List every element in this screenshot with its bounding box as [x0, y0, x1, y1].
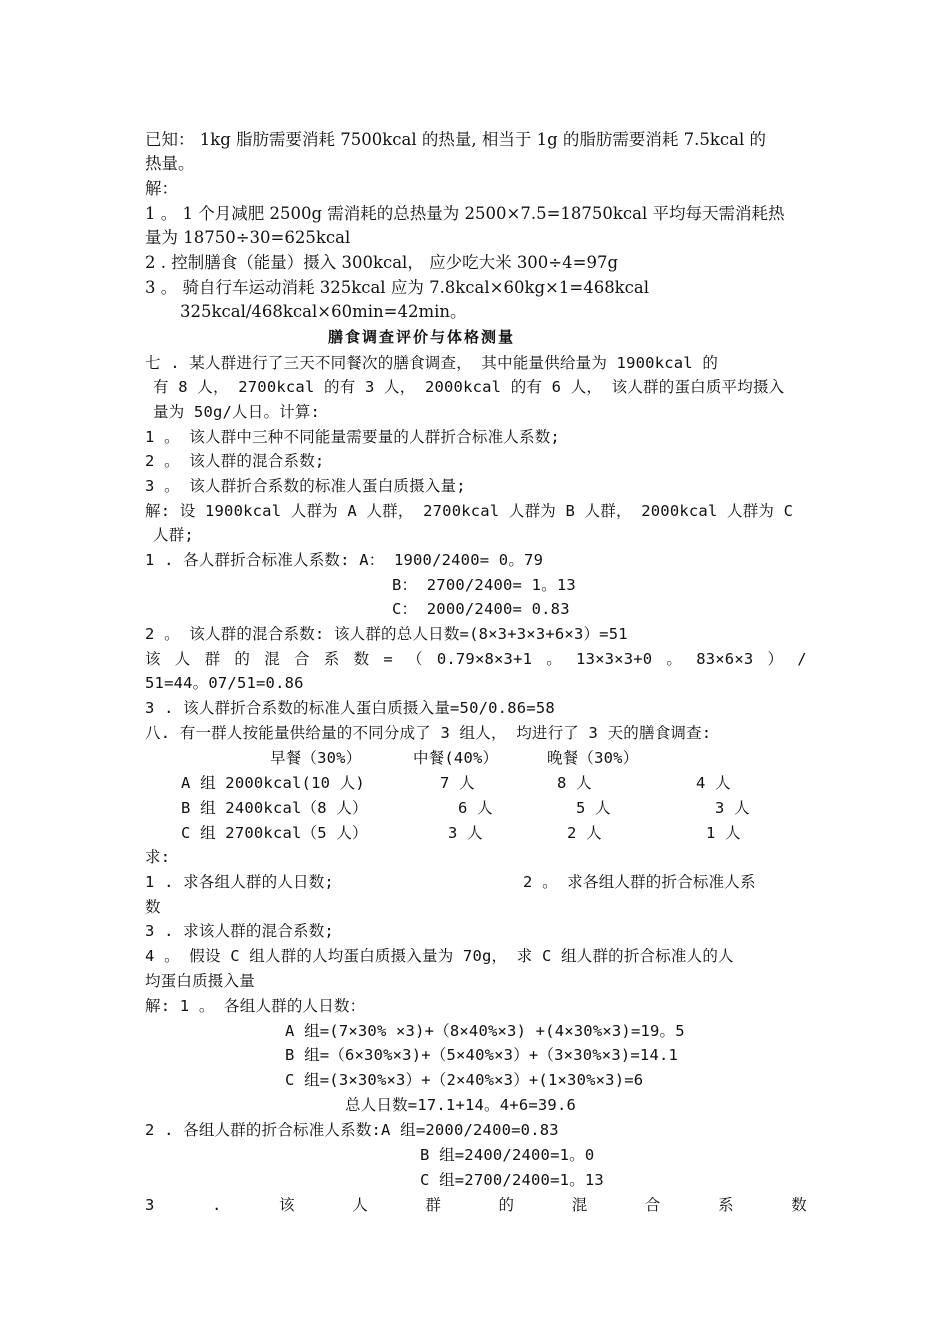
text-line: 人群; [153, 526, 194, 544]
text-token: （ [407, 650, 423, 668]
text-line: 1 。 1 个月减肥 2500g 需消耗的总热量为 2500×7.5=18750kcal 平均每天需消耗热 [145, 204, 785, 223]
text-token: 混 [571, 1196, 588, 1214]
text-token: 合 [644, 1196, 661, 1214]
table-cell: 1 人 [706, 824, 741, 842]
text-token: = [383, 650, 393, 668]
text-line: 1 . 各人群折合标准人系数: A： 1900/2400= 0。79 [145, 551, 544, 569]
text-token: 。 [546, 650, 562, 668]
text-token: / [797, 650, 807, 668]
text-line: C： 2000/2400= 0.83 [392, 600, 570, 618]
text-token: 人 [352, 1196, 368, 1214]
text-token: 该 [279, 1196, 295, 1214]
table-header: 晚餐（30%） [547, 749, 639, 767]
table-cell: 4 人 [696, 774, 731, 792]
text-line: 4 。 假设 C 组人群的人均蛋白质摄入量为 70g， 求 C 组人群的折合标准人的人 [145, 947, 734, 965]
text-line: 解: 设 1900kcal 人群为 A 人群， 2700kcal 人群为 B 人群， 2000kcal 人群为 C [145, 502, 794, 520]
text-token: 人 [174, 650, 191, 668]
table-header: 中餐(40%） [413, 749, 499, 767]
text-line: 3 。 骑自行车运动消耗 325kcal 应为 7.8kcal×60kg×1=468kcal [145, 278, 650, 297]
text-line: 八. 有一群人按能量供给量的不同分成了 3 组人， 均进行了 3 天的膳食调查: [145, 724, 712, 742]
table-cell: 2 人 [567, 824, 602, 842]
text-token: 系 [323, 650, 340, 668]
table-cell: 7 人 [440, 774, 475, 792]
text-line: 七 . 某人群进行了三天不同餐次的膳食调查， 其中能量供给量为 1900kcal 的 [145, 354, 719, 372]
text-line: 热量。 [145, 154, 195, 173]
text-token: 的 [234, 650, 251, 668]
text-line: 2 。 该人群的混合系数: 该人群的总人日数=(8×3+3×3+6×3）=51 [145, 625, 628, 643]
text-token: ） [767, 650, 784, 668]
text-line: 量为 50g/人日。计算: [153, 403, 321, 421]
text-line: 3 。 该人群折合系数的标准人蛋白质摄入量; [145, 477, 466, 495]
text-token: 系 [718, 1196, 734, 1214]
text-line: 求: [145, 848, 171, 866]
text-line: 数 [145, 898, 161, 916]
text-token: 合 [293, 650, 310, 668]
text-token: 83×6×3 [696, 650, 754, 668]
table-cell: C 组 2700kcal（5 人） [181, 824, 368, 842]
table-cell: A 组 2000kcal(10 人) [181, 774, 365, 792]
text-token: 13×3×3+0 [576, 650, 653, 668]
text-token: 群 [204, 650, 221, 668]
justified-line [145, 1193, 807, 1217]
text-token: 的 [498, 1196, 515, 1214]
text-line: 2 。 该人群的混合系数; [145, 452, 325, 470]
table-cell: 3 人 [715, 799, 750, 817]
text-line: 1 。 该人群中三种不同能量需要量的人群折合标准人系数; [145, 428, 560, 446]
text-line: 2 。 求各组人群的折合标准人系 [523, 873, 756, 891]
text-token: . [212, 1196, 222, 1214]
section-title: 膳食调查评价与体格测量 [328, 328, 516, 346]
text-token: 数 [791, 1196, 807, 1214]
text-line: 有 8 人， 2700kcal 的有 3 人， 2000kcal 的有 6 人， 该人群的蛋白质平均摄入 [153, 378, 785, 396]
text-line: A 组=(7×30% ×3)+（8×40%×3) +(4×30%×3)=19。5 [285, 1022, 685, 1040]
text-line: B 组=（6×30%×3)+（5×40%×3）+（3×30%×3)=14.1 [285, 1046, 679, 1064]
text-token: 群 [425, 1196, 442, 1214]
text-line: 1 . 求各组人群的人日数; [145, 873, 334, 891]
text-line: 解: 1 。 各组人群的人日数： [145, 997, 366, 1015]
text-token: 3 [145, 1196, 155, 1214]
text-line: 51=44。07/51=0.86 [145, 674, 304, 692]
table-cell: 5 人 [576, 799, 611, 817]
text-line: 325kcal/468kcal×60min=42min。 [180, 302, 467, 321]
text-line: 量为 18750÷30=625kcal [145, 228, 351, 247]
text-line: C 组=(3×30%×3）+（2×40%×3）+(1×30%×3)=6 [285, 1071, 644, 1089]
justified-line [145, 647, 807, 671]
text-line: 总人日数=17.1+14。4+6=39.6 [345, 1096, 577, 1114]
text-line: 均蛋白质摄入量 [145, 972, 255, 990]
table-cell: B 组 2400kcal（8 人） [181, 799, 368, 817]
text-line: 3 . 求该人群的混合系数; [145, 922, 334, 940]
text-token: 。 [666, 650, 683, 668]
text-token: 数 [353, 650, 370, 668]
table-cell: 3 人 [448, 824, 483, 842]
text-line: 解： [145, 179, 178, 198]
text-token: 该 [145, 650, 161, 668]
text-line: C 组=2700/2400=1。13 [420, 1171, 604, 1189]
table-cell: 8 人 [557, 774, 592, 792]
text-token: 0.79×8×3+1 [436, 650, 533, 668]
text-line: 2 . 控制膳食（能量）摄入 300kcal， 应少吃大米 300÷4=97g [145, 253, 619, 272]
table-cell: 6 人 [458, 799, 493, 817]
text-line: 3 . 该人群折合系数的标准人蛋白质摄入量=50/0.86=58 [145, 699, 555, 717]
text-line: B 组=2400/2400=1。0 [420, 1146, 595, 1164]
table-header: 早餐（30%） [270, 749, 362, 767]
text-line: B： 2700/2400= 1。13 [392, 576, 576, 594]
text-line: 2 . 各组人群的折合标准人系数:A 组=2000/2400=0.83 [145, 1121, 559, 1139]
text-token: 混 [264, 650, 280, 668]
text-line: 已知： 1kg 脂肪需要消耗 7500kcal 的热量, 相当于 1g 的脂肪需要消耗 7.5kcal 的 [145, 130, 767, 149]
